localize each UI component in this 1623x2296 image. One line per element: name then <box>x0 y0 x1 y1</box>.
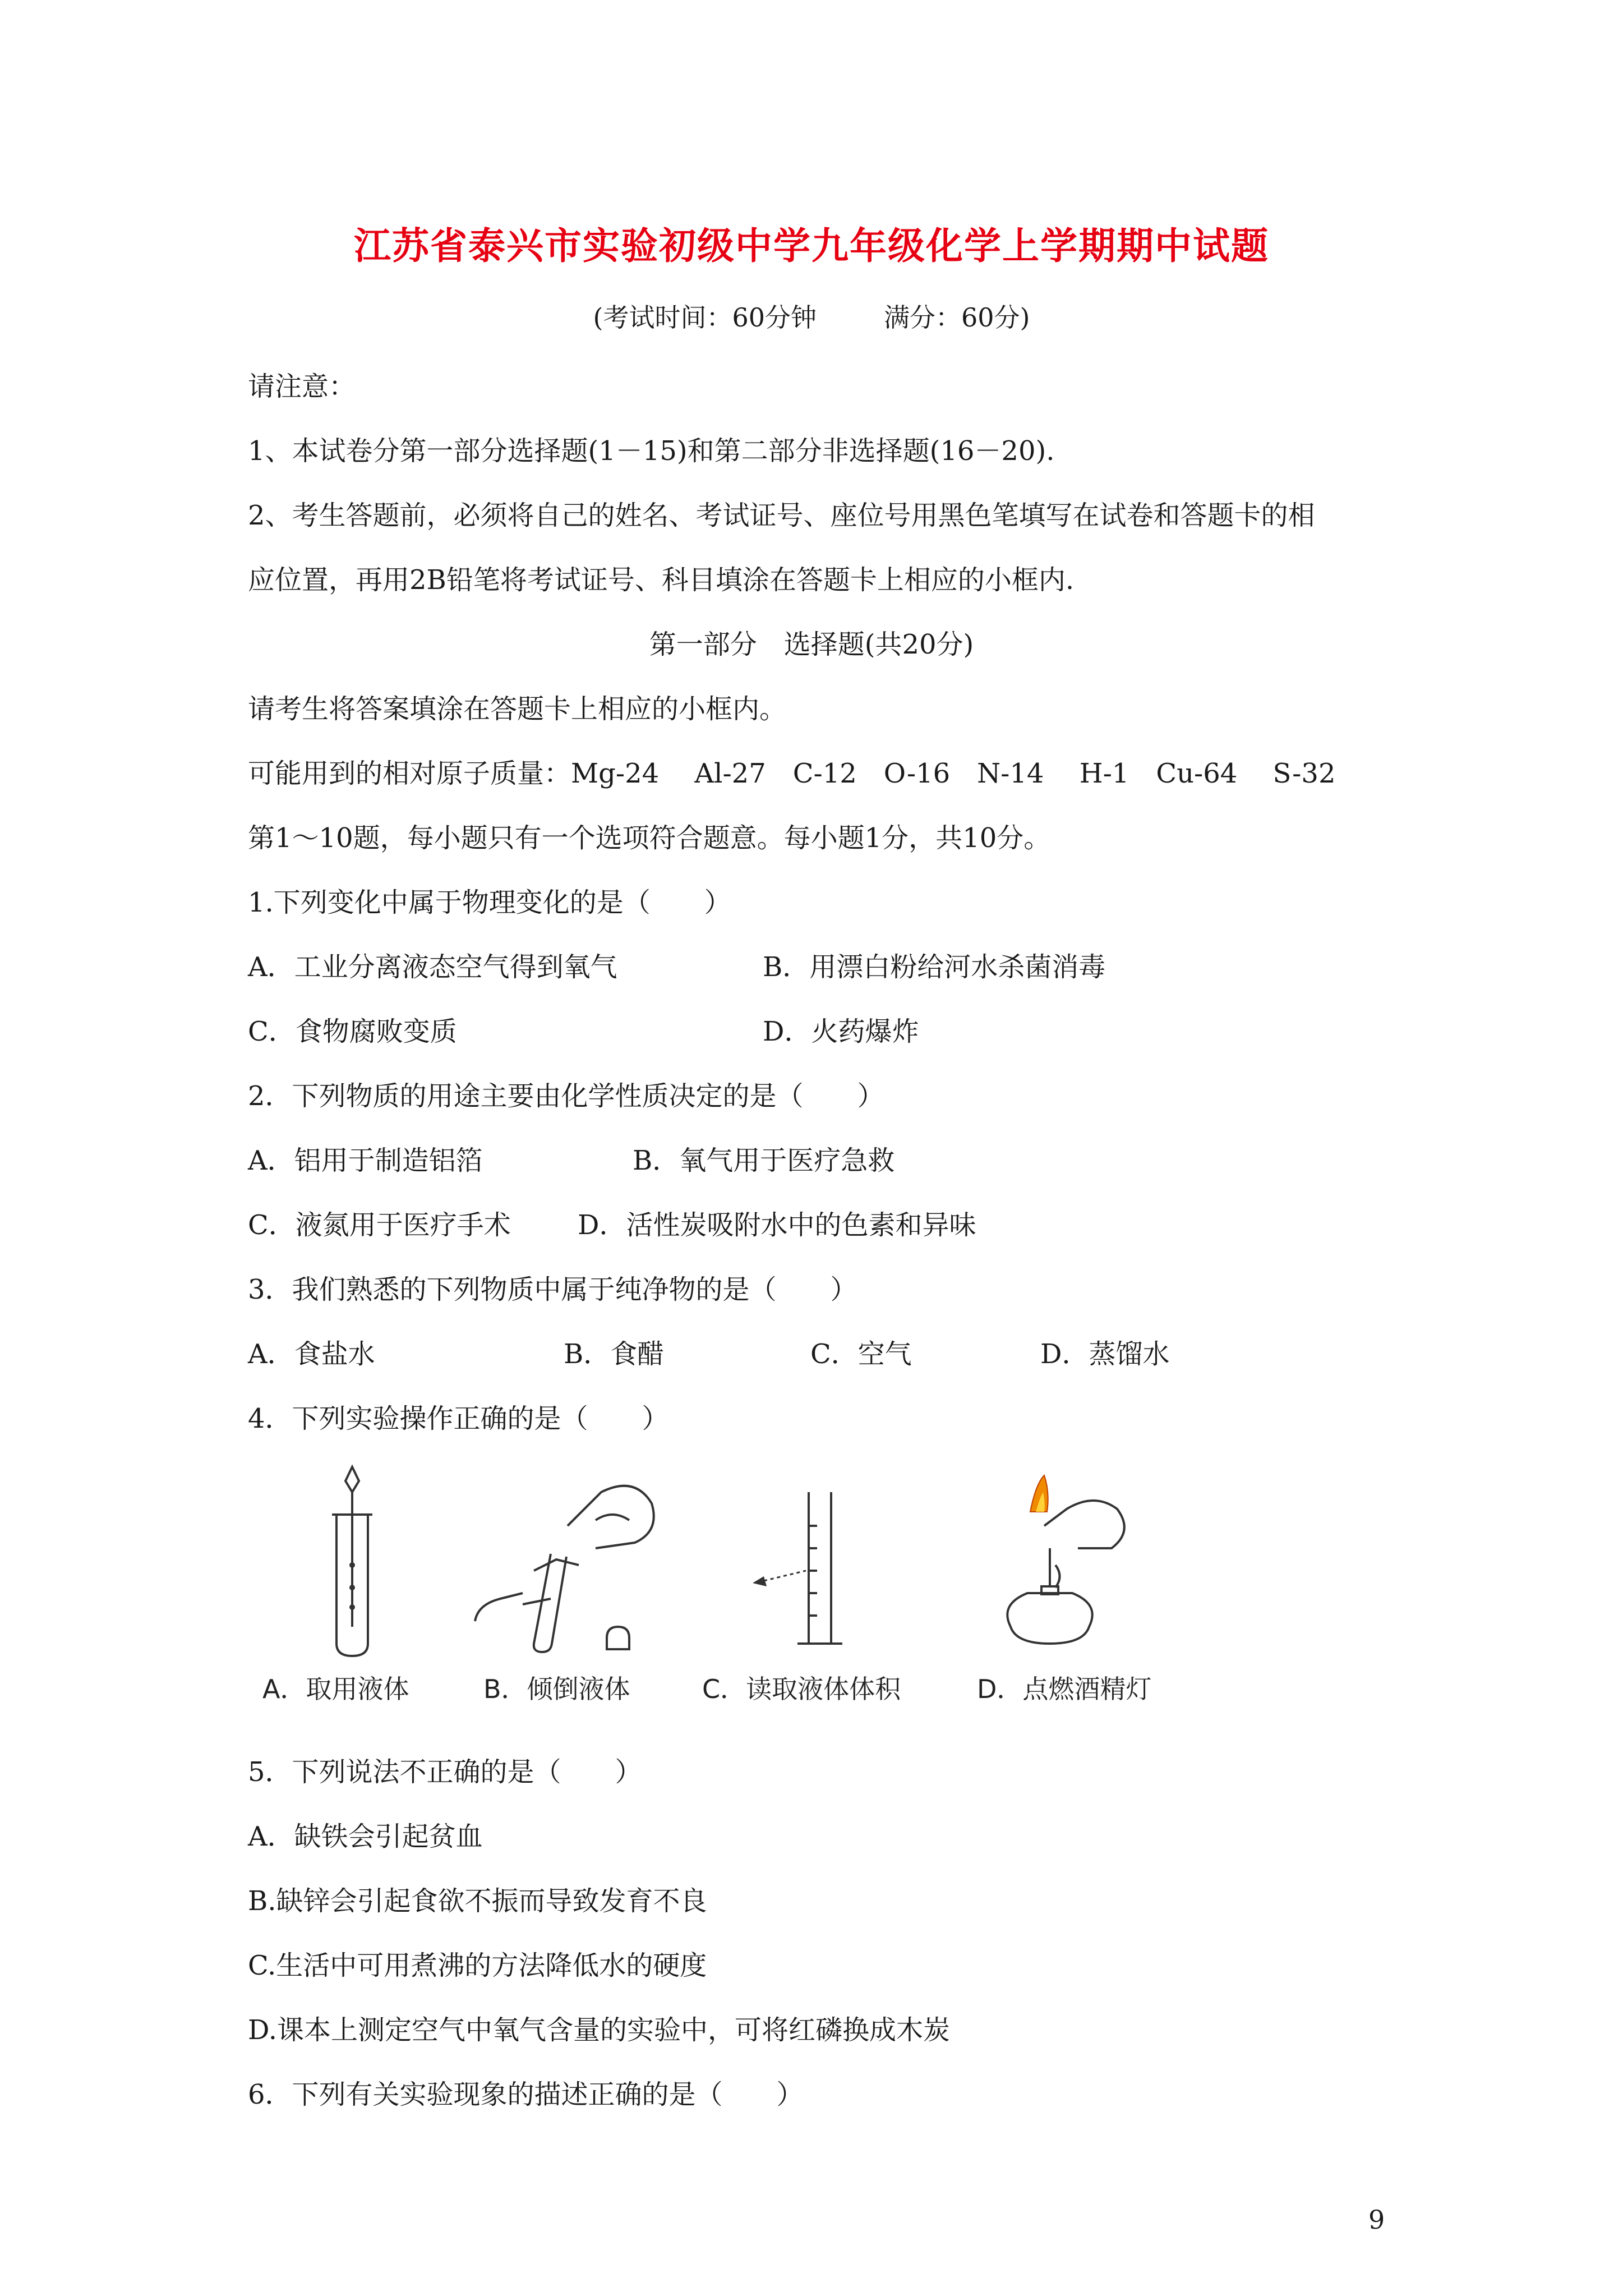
q1-stem: 1.下列变化中属于物理变化的是（ ） <box>248 887 731 918</box>
page-number: 9 <box>1368 2205 1385 2235</box>
exam-time: (考试时间：60分钟 <box>593 302 817 333</box>
pouring-liquid-drawing <box>467 1458 680 1666</box>
q4-caption-c: C．读取液体体积 <box>702 1674 901 1704</box>
graduated-cylinder-drawing <box>691 1458 926 1666</box>
q3-option-b: B．食醋 <box>564 1338 665 1370</box>
q5-option-d: D.课本上测定空气中氧气含量的实验中，可将红磷换成木炭 <box>248 2014 951 2046</box>
q1-option-a: A．工业分离液态空气得到氧气 <box>248 951 617 983</box>
notice-heading: 请注意： <box>248 371 356 402</box>
notice-item-2: 2、考生答题前，必须将自己的姓名、考试证号、座位号用黑色笔填写在试卷和答题卡的相 <box>248 500 1315 531</box>
q2-option-d: D．活性炭吸附水中的色素和异味 <box>578 1209 976 1241</box>
notice-item-1: 1、本试卷分第一部分选择题(1－15)和第二部分非选择题(16－20). <box>248 435 1055 467</box>
q3-option-d: D．蒸馏水 <box>1040 1338 1170 1370</box>
q5-option-c: C.生活中可用煮沸的方法降低水的硬度 <box>248 1950 707 1981</box>
q4-figure-d <box>966 1458 1212 1704</box>
atomic-masses: 可能用到的相对原子质量：Mg-24 Al-27 C-12 O-16 N-14 H-1 Cu-64 S-32 <box>248 758 1336 789</box>
instruction: 请考生将答案填涂在答题卡上相应的小框内。 <box>248 693 787 725</box>
q4-caption-b: B．倾倒液体 <box>483 1674 630 1704</box>
q3-stem: 3．我们熟悉的下列物质中属于纯净物的是（ ） <box>248 1274 857 1305</box>
q2-stem: 2．下列物质的用途主要由化学性质决定的是（ ） <box>248 1080 884 1112</box>
q5-option-a: A．缺铁会引起贫血 <box>248 1821 483 1852</box>
q3-option-a: A．食盐水 <box>248 1338 375 1370</box>
exam-info <box>0 297 1623 334</box>
q5-stem: 5．下列说法不正确的是（ ） <box>248 1756 642 1788</box>
q2-option-c: C．液氮用于医疗手术 <box>248 1209 511 1241</box>
alcohol-lamp-drawing <box>966 1458 1212 1666</box>
q4-stem: 4．下列实验操作正确的是（ ） <box>248 1403 669 1434</box>
q4-caption-d: D．点燃酒精灯 <box>977 1674 1152 1704</box>
q2-option-a: A．铝用于制造铝箔 <box>248 1145 483 1176</box>
page-title: 江苏省泰兴市实验初级中学九年级化学上学期期中试题 <box>354 224 1269 268</box>
q4-caption-a: A．取用液体 <box>262 1674 409 1704</box>
q4-figure-c <box>691 1458 926 1704</box>
q6-stem: 6．下列有关实验现象的描述正确的是（ ） <box>248 2079 804 2110</box>
exam-score: 满分：60分) <box>884 302 1030 333</box>
q4-figure-a <box>248 1458 439 1704</box>
section-note: 第1～10题，每小题只有一个选项符合题意。每小题1分，共10分。 <box>248 822 1051 854</box>
q2-option-b: B．氧气用于医疗急救 <box>633 1145 895 1176</box>
notice-item-2-cont: 应位置，再用2B铅笔将考试证号、科目填涂在答题卡上相应的小框内. <box>248 564 1075 596</box>
q1-option-c: C．食物腐败变质 <box>248 1016 457 1047</box>
q1-option-d: D．火药爆炸 <box>763 1016 919 1047</box>
q3-option-c: C．空气 <box>810 1338 912 1370</box>
q4-figure-b <box>467 1458 680 1704</box>
q4-figures <box>248 1458 1257 1704</box>
part1-heading: 第一部分 选择题(共20分) <box>649 629 974 660</box>
q1-option-b: B．用漂白粉给河水杀菌消毒 <box>763 951 1106 983</box>
dropper-tube-drawing <box>248 1458 439 1666</box>
q5-option-b: B.缺锌会引起食欲不振而导致发育不良 <box>248 1885 707 1917</box>
